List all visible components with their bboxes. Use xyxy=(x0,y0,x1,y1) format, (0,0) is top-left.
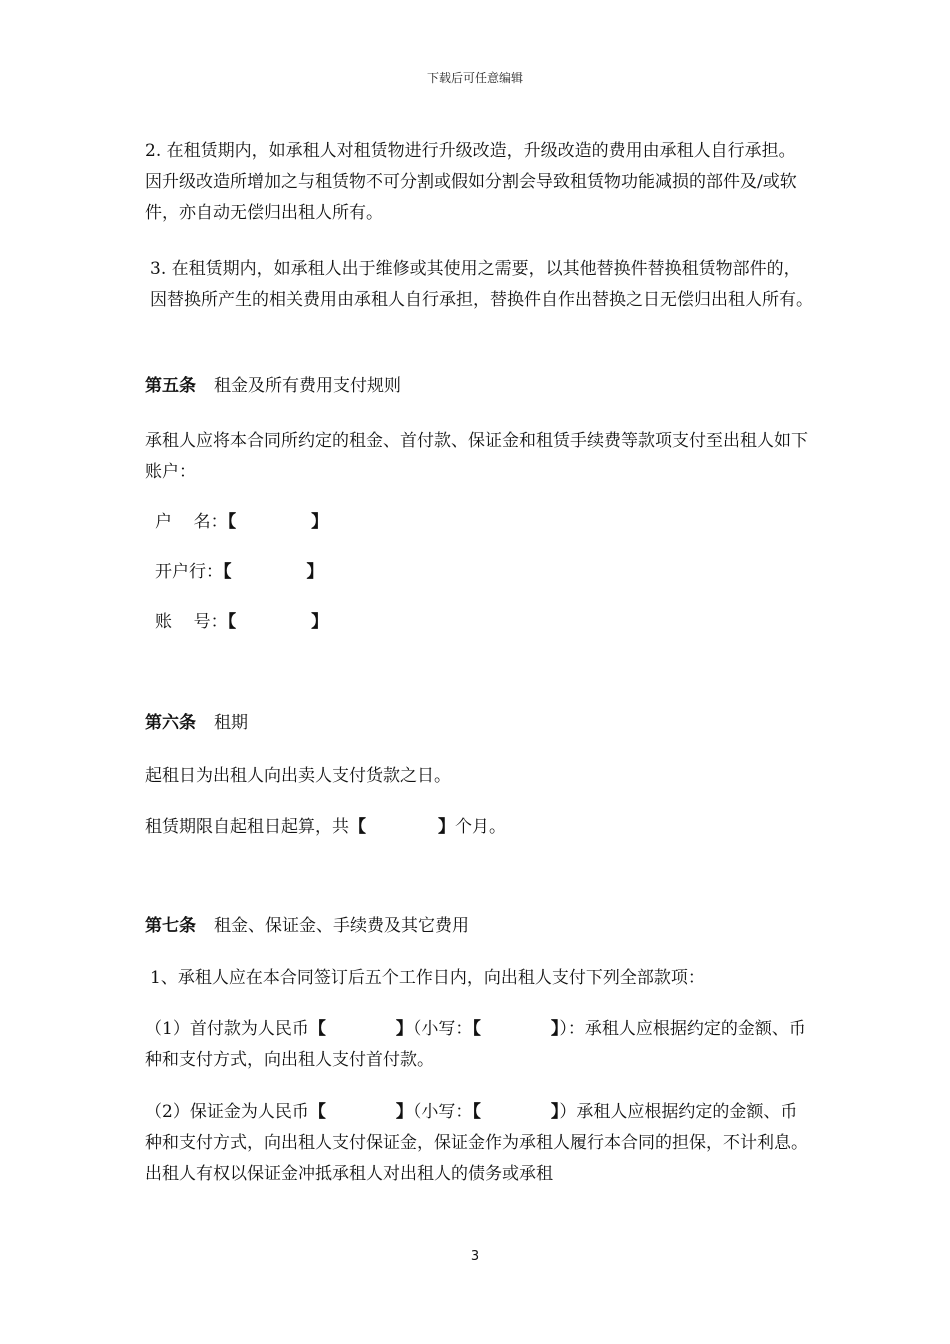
article-7-number: 第七条 xyxy=(145,916,196,936)
account-number-label: 账 号： xyxy=(155,612,228,632)
article-6-number: 第六条 xyxy=(145,713,196,733)
account-bank-label: 开户行： xyxy=(155,562,223,582)
article-6-heading xyxy=(145,708,810,739)
account-name-row xyxy=(155,510,328,534)
paragraph-clause-2: 2. 在租赁期内，如承租人对租赁物进行升级改造，升级改造的费用由承租人自行承担。因升级改造所增加之与租赁物不可分割或假如分割会导致租赁物功能减损的部件及/或软件，亦自动无偿归出租人所有。 xyxy=(145,141,797,223)
bracket-open: 【 xyxy=(227,512,237,532)
article-6-title: 租期 xyxy=(214,713,248,733)
account-name-label: 户 名： xyxy=(155,512,228,532)
article-5-body: 承租人应将本合同所约定的租金、首付款、保证金和租赁手续费等款项支付至出租人如下账户： xyxy=(145,431,808,482)
page-header: 下载后可任意编辑 xyxy=(426,71,523,85)
article-7-title: 租金、保证金、手续费及其它费用 xyxy=(214,916,469,936)
article-7-item-2: （2）保证金为人民币【 】（小写：【 】）承租人应根据约定的金额、币种和支付方式，向出租人支付保证金，保证金作为承租人履行本合同的担保，不计利息。出租人有权以保证金冲抵承租人对出租人的债务或承租 xyxy=(145,1102,808,1184)
article-7-item-1: （1）首付款为人民币【 】（小写：【 】）：承租人应根据约定的金额、币种和支付方式，向出租人支付首付款。 xyxy=(145,1019,806,1070)
page-number: 3 xyxy=(470,1249,480,1264)
article-5-title: 租金及所有费用支付规则 xyxy=(214,376,401,396)
bracket-open: 【 xyxy=(223,562,232,582)
article-7-clause-1: 1、承租人应在本合同签订后五个工作日内，向出租人支付下列全部款项： xyxy=(150,968,705,988)
bracket-open: 【 xyxy=(349,817,366,837)
article-5-number: 第五条 xyxy=(145,376,196,396)
article-6-commencement: 起租日为出租人向出卖人支付货款之日。 xyxy=(145,766,451,786)
article-6-term: 租赁期限自起租日起算，共【 】个月。 xyxy=(145,817,506,837)
bracket-close: 】 xyxy=(306,562,324,582)
account-number-row xyxy=(155,610,328,634)
paragraph-clause-3: 3. 在租赁期内，如承租人出于维修或其使用之需要，以其他替换件替换租赁物部件的，因替换所产生的相关费用由承租人自行承担，替换件自作出替换之日无偿归出租人所有。 xyxy=(150,259,813,310)
account-bank-row xyxy=(155,560,324,584)
bracket-close: 】 xyxy=(311,512,329,532)
article-7-heading xyxy=(145,911,810,942)
article-5-heading xyxy=(145,371,810,402)
bracket-open: 【 xyxy=(227,612,237,632)
bracket-close: 】 xyxy=(311,612,329,632)
bracket-close: 】 xyxy=(438,817,455,837)
